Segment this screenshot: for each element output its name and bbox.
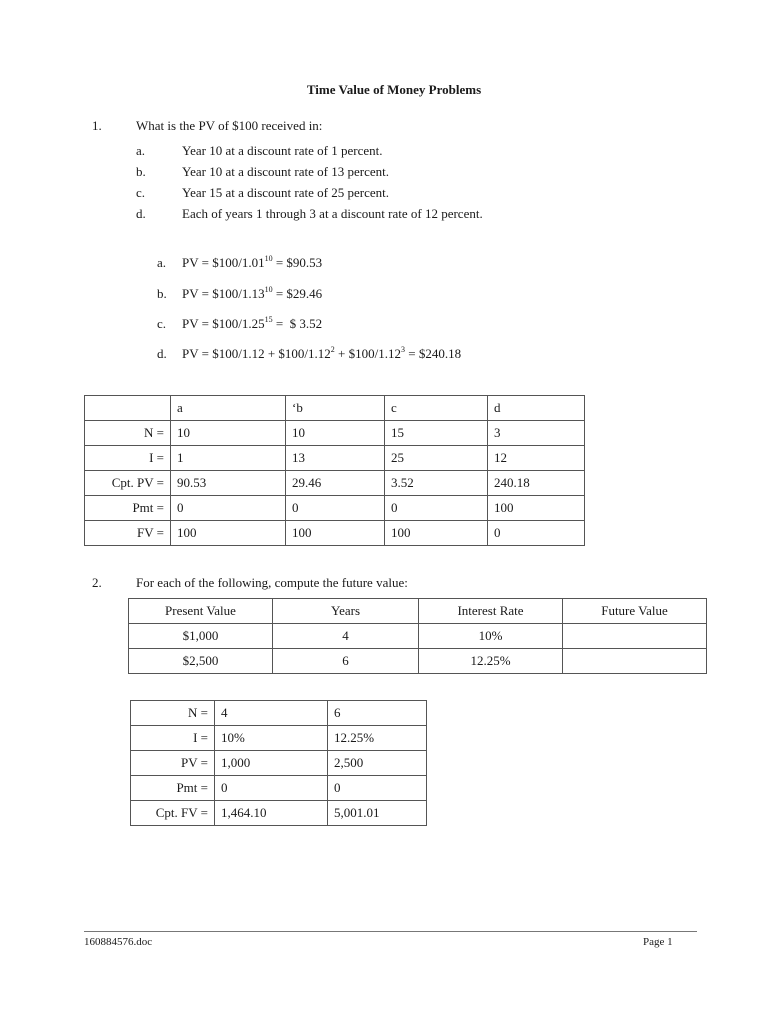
table-cell: 12.25%: [419, 649, 563, 674]
q1-item-letter: a.: [136, 143, 146, 158]
table-cell: 6: [328, 701, 427, 726]
table-cell: a: [171, 396, 286, 421]
table-cell: 3.52: [385, 471, 488, 496]
q1-answer-a: PV = $\$100/1.01^{10}$ = $90.53: [182, 254, 323, 270]
footer-divider: [84, 931, 697, 932]
table-header-row: [85, 396, 585, 421]
q1-answer-b: PV = $\$100/1.13^{10}$ = $29.46: [182, 285, 323, 301]
table-cell: 0: [286, 496, 385, 521]
q1-item-letter: d.: [136, 206, 146, 221]
q1-answer-letter: c.: [157, 316, 167, 331]
table-cell: $2,500: [129, 649, 273, 674]
q1-item-text: Year 10 at a discount rate of 13 percent.: [182, 164, 389, 179]
q1-item-letter: b.: [136, 164, 146, 179]
q1-answer-letter: d.: [157, 346, 167, 361]
table-header-row: [129, 599, 707, 624]
document-title: Time Value of Money Problems: [306, 82, 482, 97]
footer-filename: 160884576.doc: [84, 936, 153, 948]
table-cell: 4: [215, 701, 328, 726]
q1-calculator-table: [84, 395, 585, 546]
table-cell: 13: [286, 446, 385, 471]
q2-problem-table: [128, 598, 707, 674]
table-row: [129, 649, 707, 674]
table-cell: $1,000: [129, 624, 273, 649]
table-row: [131, 801, 427, 826]
table-header-cell: Interest Rate: [419, 599, 563, 624]
table-header-cell: Future Value: [563, 599, 707, 624]
table-row: [85, 446, 585, 471]
table-row: [131, 776, 427, 801]
question-1-number: 1.: [92, 118, 102, 133]
q1-answer-c: PV = $\$100/1.25^{15}$ = $ 3.52: [182, 315, 323, 331]
table-cell: 0: [171, 496, 286, 521]
row-label: N =: [131, 701, 215, 726]
table-cell: 100: [171, 521, 286, 546]
table-cell: d: [488, 396, 585, 421]
table-cell: 25: [385, 446, 488, 471]
table-row: [129, 624, 707, 649]
table-header-cell: Present Value: [129, 599, 273, 624]
table-cell: [563, 624, 707, 649]
q1-answer-letter: b.: [157, 286, 167, 301]
question-1-prompt: What is the PV of $100 received in:: [136, 118, 323, 133]
table-cell: 100: [385, 521, 488, 546]
table-cell: 1,464.10: [215, 801, 328, 826]
row-label: Pmt =: [85, 496, 171, 521]
question-2-prompt: For each of the following, compute the future value:: [136, 575, 408, 590]
q2-calculator-table: [130, 700, 427, 826]
table-row: [131, 751, 427, 776]
table-cell: 0: [488, 521, 585, 546]
q1-item-text: Year 15 at a discount rate of 25 percent.: [182, 185, 389, 200]
q1-item-letter: c.: [136, 185, 146, 200]
table-cell: [85, 396, 171, 421]
table-row: [131, 726, 427, 751]
row-label: Pmt =: [131, 776, 215, 801]
table-cell: ‘b: [286, 396, 385, 421]
table-cell: 0: [385, 496, 488, 521]
question-2-number: 2.: [92, 575, 102, 590]
table-cell: 240.18: [488, 471, 585, 496]
row-label: Cpt. PV =: [85, 471, 171, 496]
row-label: I =: [85, 446, 171, 471]
row-label: FV =: [85, 521, 171, 546]
q1-item-text: Each of years 1 through 3 at a discount rate of 12 percent.: [182, 206, 483, 221]
table-cell: 1: [171, 446, 286, 471]
q1-answer-letter: a.: [157, 255, 167, 270]
table-cell: 10%: [419, 624, 563, 649]
table-cell: 6: [273, 649, 419, 674]
table-cell: 12.25%: [328, 726, 427, 751]
table-cell: 1,000: [215, 751, 328, 776]
table-cell: 3: [488, 421, 585, 446]
table-row: [131, 701, 427, 726]
table-cell: 5,001.01: [328, 801, 427, 826]
table-cell: 0: [215, 776, 328, 801]
table-header-cell: Years: [273, 599, 419, 624]
table-row: [85, 496, 585, 521]
table-cell: 10: [171, 421, 286, 446]
table-cell: 12: [488, 446, 585, 471]
table-cell: 100: [286, 521, 385, 546]
table-cell: 0: [328, 776, 427, 801]
q1-item-text: Year 10 at a discount rate of 1 percent.: [182, 143, 383, 158]
row-label: Cpt. FV =: [131, 801, 215, 826]
table-cell: 2,500: [328, 751, 427, 776]
footer-page-number: Page 1: [643, 936, 673, 948]
row-label: N =: [85, 421, 171, 446]
table-cell: 4: [273, 624, 419, 649]
q1-answer-d: PV = $100/1.12 + $\$100/1.12^2$ + $\$100/1.12^3$ = $240.18: [182, 345, 462, 361]
table-cell: c: [385, 396, 488, 421]
table-cell: 90.53: [171, 471, 286, 496]
row-label: I =: [131, 726, 215, 751]
table-cell: [563, 649, 707, 674]
row-label: PV =: [131, 751, 215, 776]
table-cell: 15: [385, 421, 488, 446]
table-row: [85, 471, 585, 496]
table-cell: 29.46: [286, 471, 385, 496]
table-row: [85, 521, 585, 546]
table-cell: 100: [488, 496, 585, 521]
table-cell: 10: [286, 421, 385, 446]
table-cell: 10%: [215, 726, 328, 751]
table-row: [85, 421, 585, 446]
